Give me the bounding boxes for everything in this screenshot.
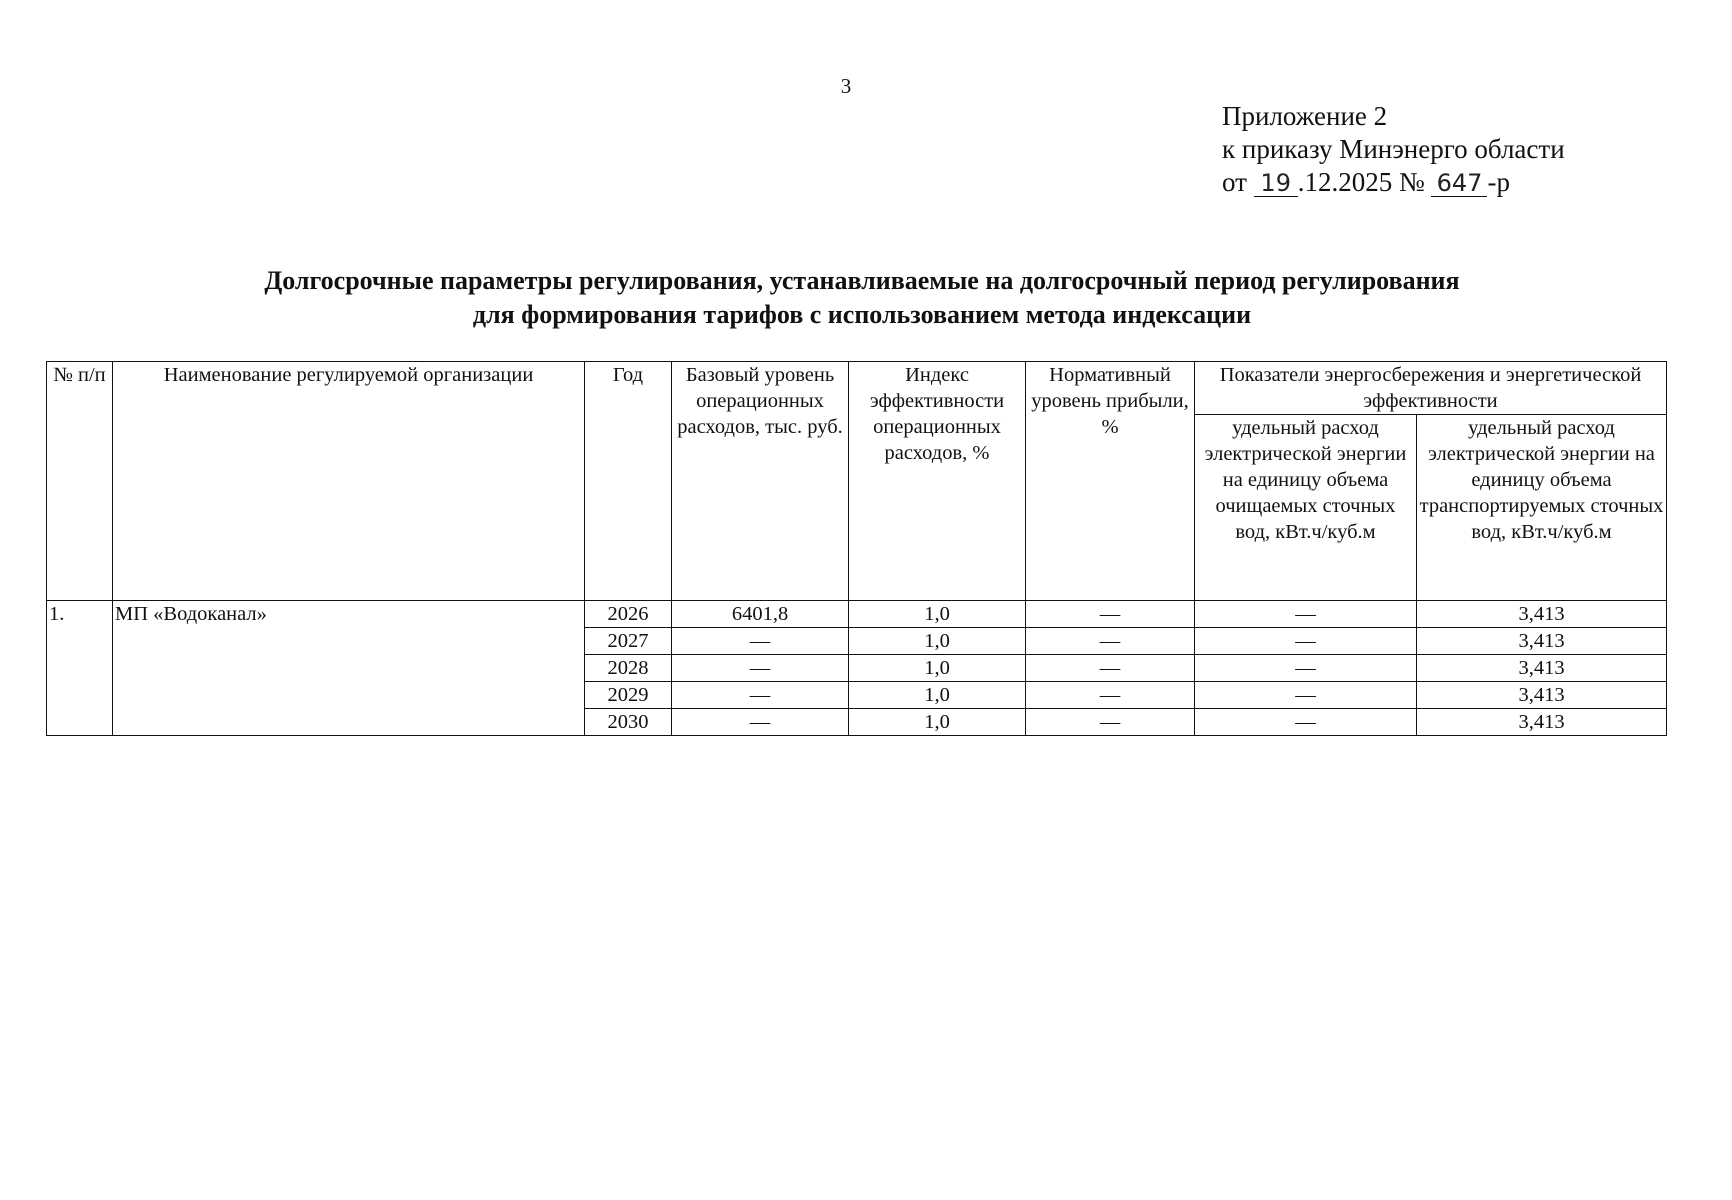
parameters-table [46,361,1667,736]
cell-year: 2028 [585,655,672,682]
header-efficiency-index: Индекс эффективности операционных расходов, % [849,362,1026,601]
cell-profit: — [1026,655,1195,682]
header-treated-wastewater: удельный расход электрической энергии на единицу объема очищаемых сточных вод, кВт.ч/куб.м [1195,415,1417,601]
cell-profit: — [1026,601,1195,628]
cell-year: 2029 [585,682,672,709]
cell-index: 1,0 [849,601,1026,628]
header-transported-wastewater: удельный расход электрической энергии на единицу объема транспортируемых сточных вод, кВт.ч/куб.м [1417,415,1667,601]
header-year: Год [585,362,672,601]
appendix-title: Приложение 2 [1222,101,1388,131]
cell-sub2: 3,413 [1417,628,1667,655]
cell-sub1: — [1195,682,1417,709]
appendix-date-rest: .12.2025 № [1297,167,1425,197]
cell-base: — [672,682,849,709]
appendix-suffix: -р [1487,167,1510,197]
header-organization: Наименование регулируемой организации [113,362,585,601]
cell-sub2: 3,413 [1417,682,1667,709]
handwritten-order-number: 647 [1431,170,1487,197]
cell-profit: — [1026,709,1195,736]
cell-year: 2026 [585,601,672,628]
page-number: 3 [840,74,852,98]
cell-sub2: 3,413 [1417,655,1667,682]
handwritten-day: 19 [1254,170,1298,197]
header-num: № п/п [47,362,113,601]
appendix-date-line [1222,166,1565,199]
appendix-block [1222,100,1565,199]
title-line-2: для формирования тарифов с использованием метода индексации [472,300,1252,329]
cell-sub1: — [1195,655,1417,682]
title-line-1: Долгосрочные параметры регулирования, устанавливаемые на долгосрочный период регулирования [264,266,1460,295]
cell-profit: — [1026,682,1195,709]
row-number: 1. [47,601,113,736]
document-title [0,264,1728,332]
cell-base: 6401,8 [672,601,849,628]
cell-sub1: — [1195,709,1417,736]
header-energy-group: Показатели энергосбережения и энергетической эффективности [1195,362,1667,415]
cell-year: 2027 [585,628,672,655]
cell-year: 2030 [585,709,672,736]
cell-index: 1,0 [849,682,1026,709]
cell-index: 1,0 [849,628,1026,655]
cell-profit: — [1026,628,1195,655]
cell-base: — [672,709,849,736]
cell-sub1: — [1195,601,1417,628]
cell-sub1: — [1195,628,1417,655]
appendix-from-label: от [1222,167,1247,197]
cell-index: 1,0 [849,709,1026,736]
cell-sub2: 3,413 [1417,709,1667,736]
table-row [47,601,1667,628]
organization-name: МП «Водоканал» [113,601,585,736]
header-profit-level: Нормативный уровень прибыли, % [1026,362,1195,601]
cell-index: 1,0 [849,655,1026,682]
cell-base: — [672,628,849,655]
cell-base: — [672,655,849,682]
header-base-opex: Базовый уровень операционных расходов, тыс. руб. [672,362,849,601]
appendix-order-ref: к приказу Минэнерго области [1222,134,1565,164]
cell-sub2: 3,413 [1417,601,1667,628]
